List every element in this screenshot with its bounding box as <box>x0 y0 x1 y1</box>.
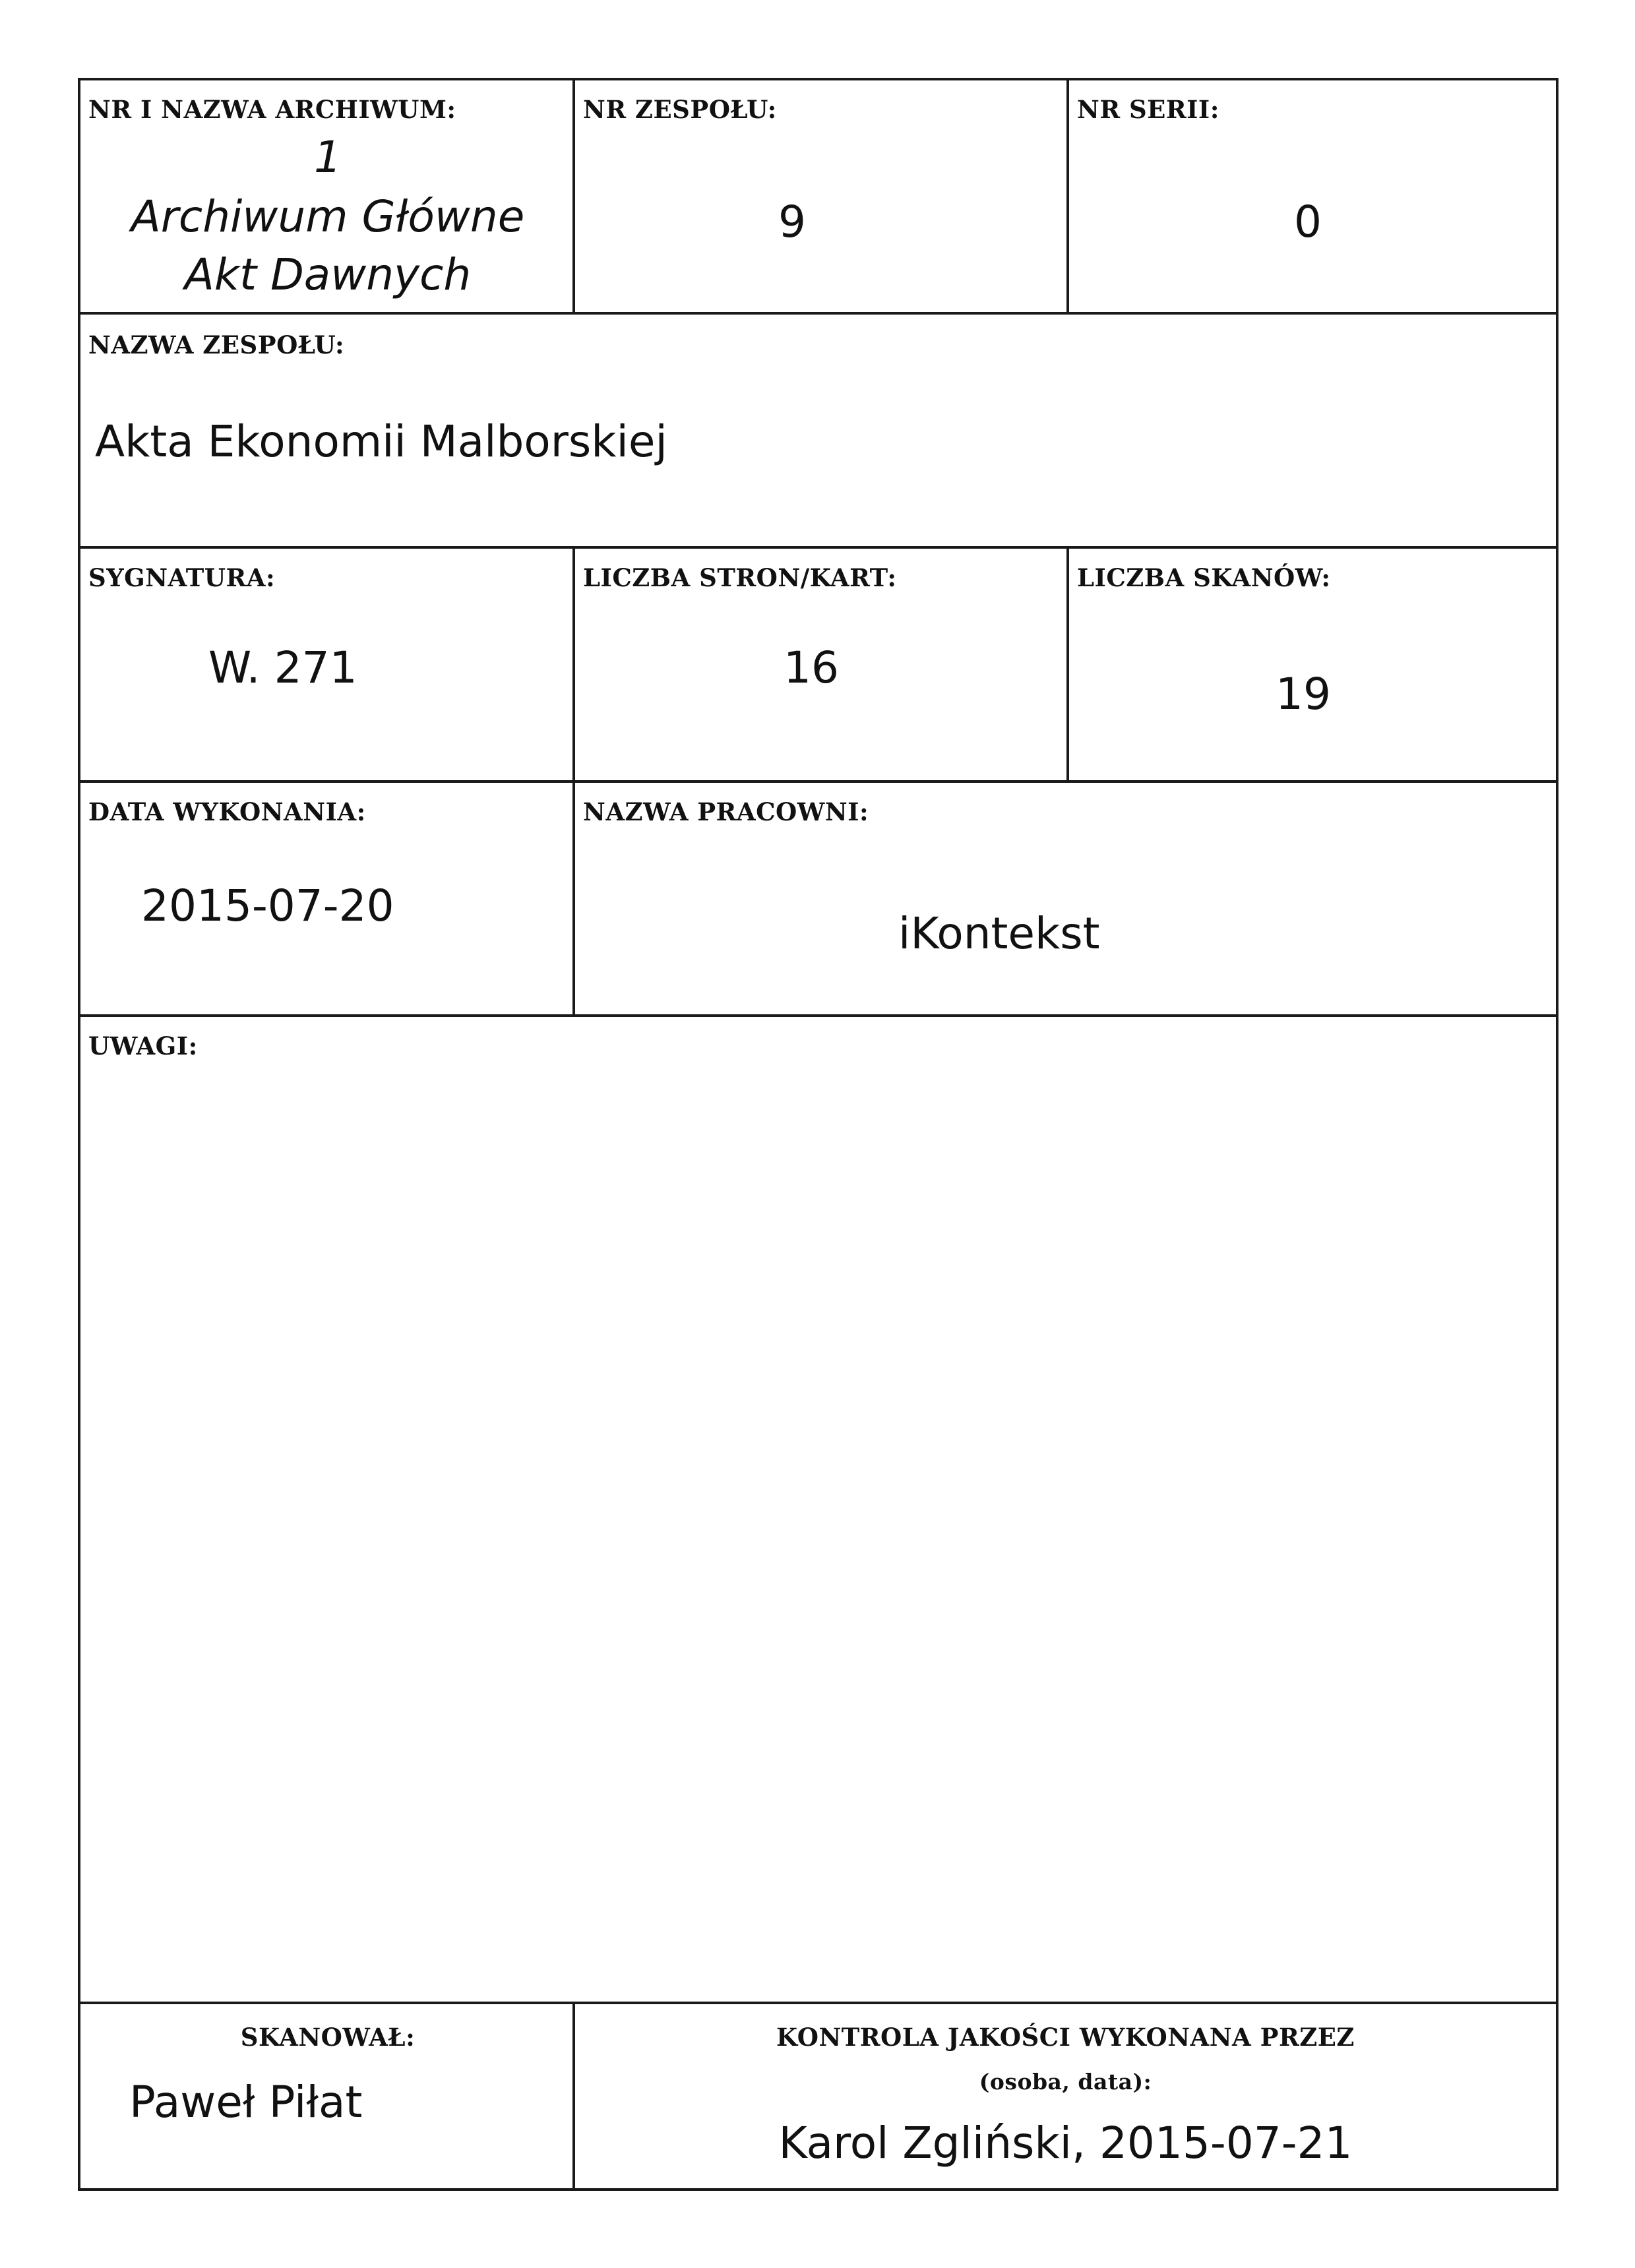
archive-name-line2: Akt Dawnych <box>184 249 472 300</box>
workshop-cell <box>575 783 1556 1017</box>
date-made-value: 2015-07-20 <box>141 880 394 931</box>
fond-number-value: 9 <box>778 197 806 247</box>
series-number-value: 0 <box>1294 197 1322 247</box>
fond-number-cell <box>575 80 1069 315</box>
signature-cell <box>80 549 575 783</box>
quality-control-value: Karol Zgliński, 2015-07-21 <box>778 2118 1353 2168</box>
pages-count-value: 16 <box>784 642 839 693</box>
scans-count-label: LICZBA SKANÓW: <box>1077 563 1331 592</box>
quality-control-sublabel: (osoba, data): <box>979 2069 1152 2095</box>
archive-cell <box>80 80 575 315</box>
fond-name-value: Akta Ekonomii Malborskiej <box>95 416 667 467</box>
fond-number-label: NR ZESPOŁU: <box>583 95 777 124</box>
scanned-by-label: SKANOWAŁ: <box>240 2023 416 2052</box>
fond-name-cell <box>80 315 1556 549</box>
workshop-value: iKontekst <box>898 908 1100 959</box>
quality-control-label: KONTROLA JAKOŚCI WYKONANA PRZEZ <box>776 2023 1355 2052</box>
series-number-cell <box>1069 80 1556 315</box>
scans-count-cell <box>1069 549 1556 783</box>
archive-label: NR I NAZWA ARCHIWUM: <box>88 95 456 124</box>
date-made-cell <box>80 783 575 1017</box>
workshop-label: NAZWA PRACOWNI: <box>583 797 869 826</box>
archive-name-line1: Archiwum Główne <box>131 191 525 242</box>
fond-name-label: NAZWA ZESPOŁU: <box>88 330 345 359</box>
archive-number: 1 <box>314 132 342 183</box>
signature-value: W. 271 <box>208 642 357 693</box>
pages-count-label: LICZBA STRON/KART: <box>583 563 897 592</box>
remarks-label: UWAGI: <box>88 1031 198 1060</box>
remarks-cell <box>80 1017 1556 2004</box>
scanned-by-cell <box>80 2004 575 2188</box>
scanned-by-value: Paweł Piłat <box>129 2077 363 2128</box>
pages-count-cell <box>575 549 1069 783</box>
signature-label: SYGNATURA: <box>88 563 276 592</box>
archive-record-form <box>78 78 1558 2191</box>
series-number-label: NR SERII: <box>1077 95 1219 124</box>
scans-count-value: 19 <box>1276 669 1331 720</box>
date-made-label: DATA WYKONANIA: <box>88 797 366 826</box>
quality-control-cell <box>575 2004 1556 2188</box>
